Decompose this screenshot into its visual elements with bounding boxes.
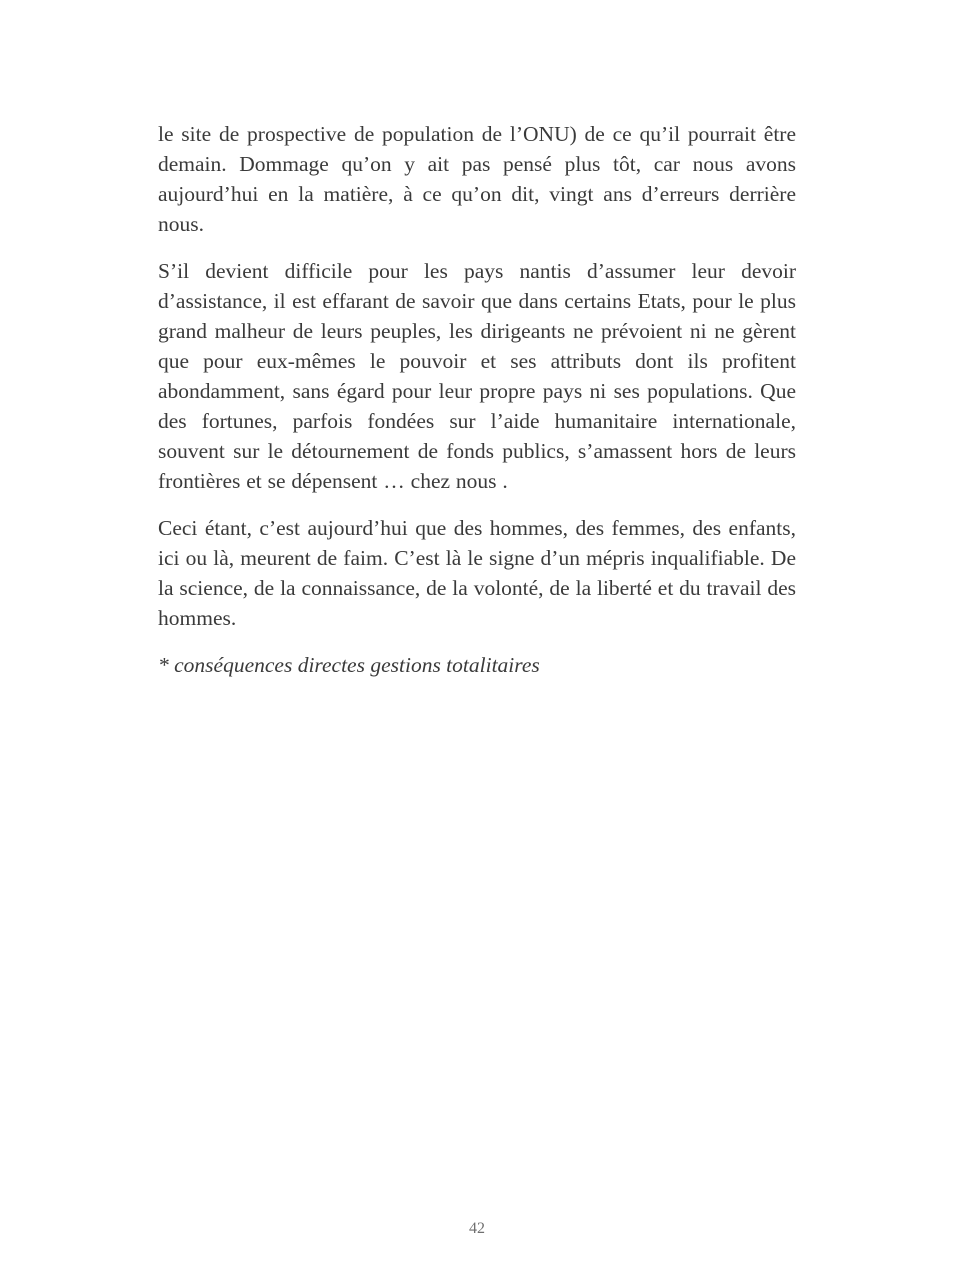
paragraph: S’il devient difficile pour les pays nantis d’assumer leur devoir d’assistance, il est effarant de savoir que dans certains Etats, pour le plus grand malheur de leurs peuples, les dirigeants ne prévoient ni ne gèrent que pour eux-mêmes le pouvoir et ses attributs dont ils profitent abondamment, sans égard pour leur propre pays ni ses populations. Que des fortunes, parfois fondées sur l’aide humanitaire internationale, souvent sur le détournement de fonds publics, s’amassent hors de leurs frontières et se dépensent … chez nous . (158, 259, 796, 493)
paragraph: le site de prospective de population de l’ONU) de ce qu’il pourrait être demain. Dommage qu’on y ait pas pensé plus tôt, car nous avons aujourd’hui en la matière, à ce qu’on dit, vingt ans d’erreurs derrière nous. (158, 122, 796, 236)
footnote: * conséquences directes gestions totalitaires (158, 653, 540, 677)
paragraph: Ceci étant, c’est aujourd’hui que des hommes, des femmes, des enfants, ici ou là, meurent de faim. C’est là le signe d’un mépris inqualifiable. De la science, de la connaissance, de la volonté, de la liberté et du travail des hommes. (158, 516, 796, 630)
page-number: 42 (469, 1220, 485, 1237)
body-text (158, 119, 796, 680)
